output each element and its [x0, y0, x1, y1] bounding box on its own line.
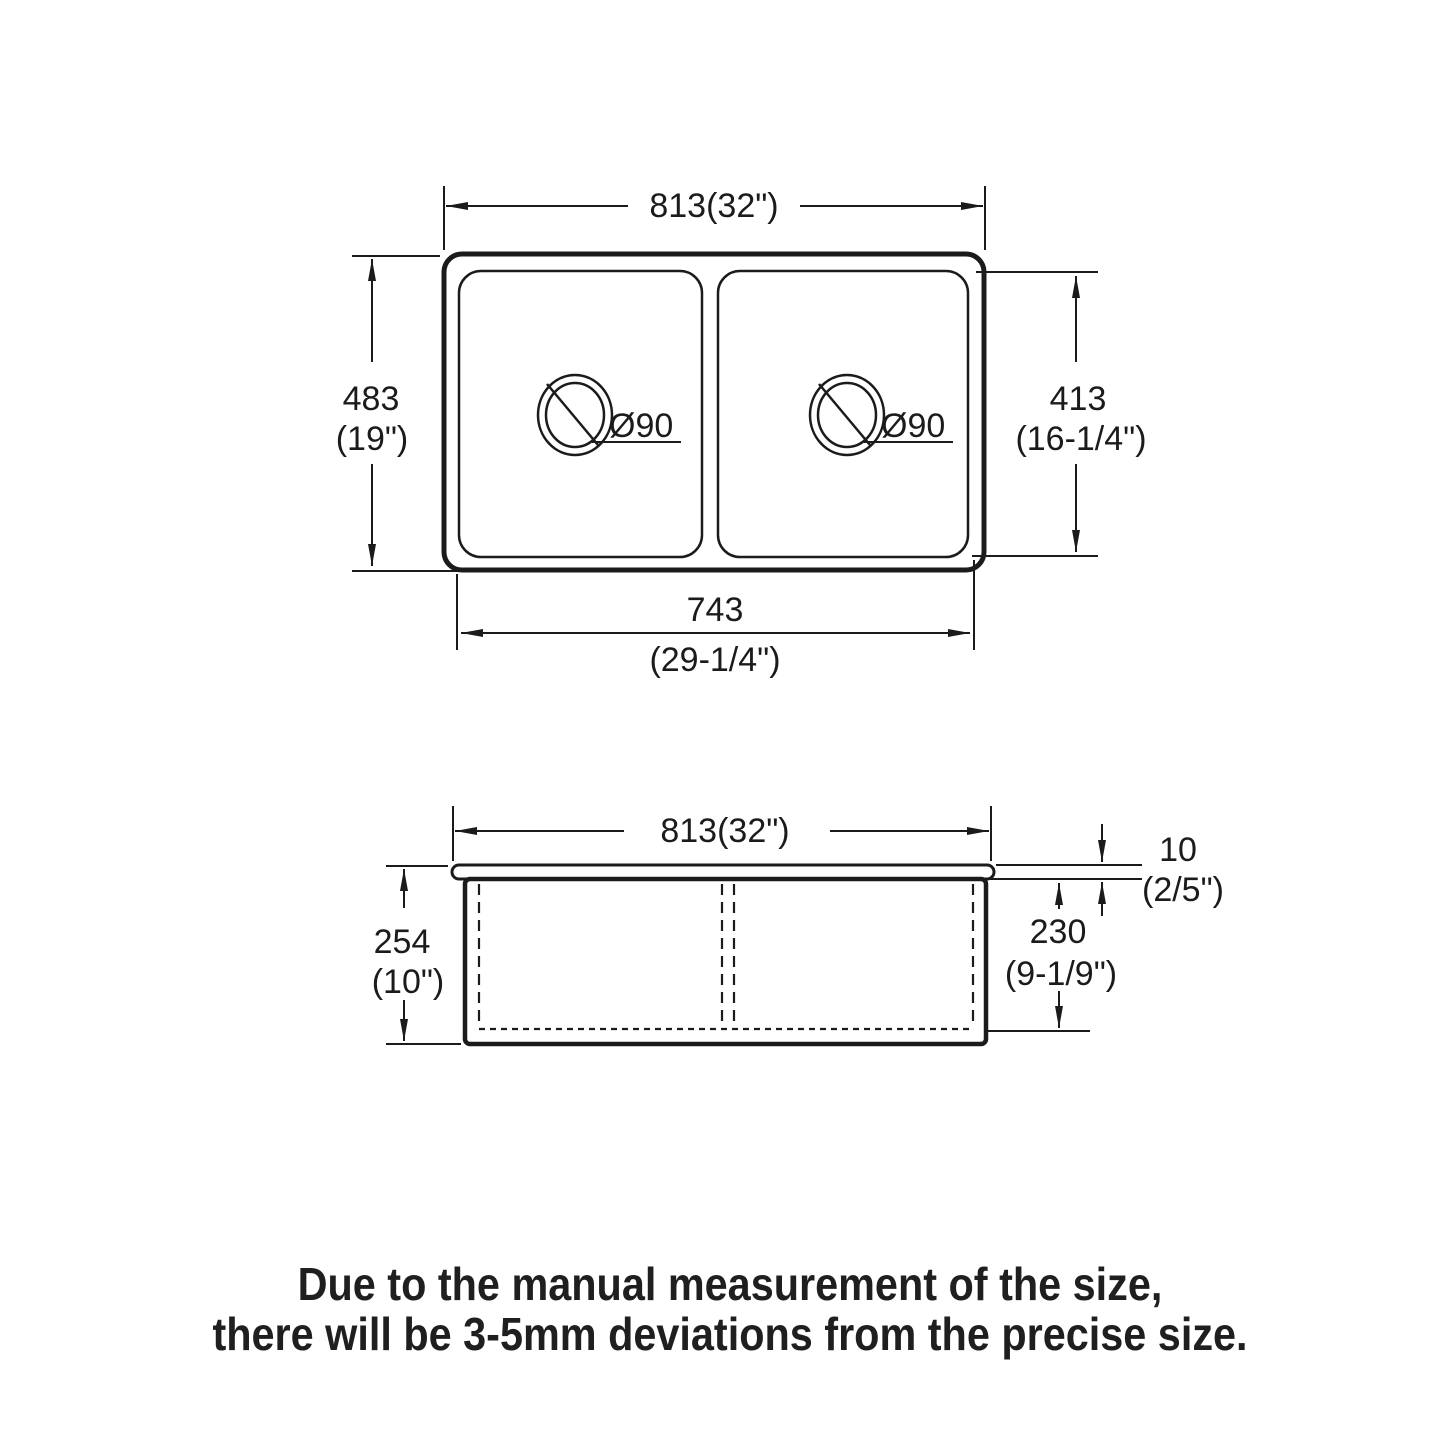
side-bowl-depth-in-label: (9-1/9")	[1004, 955, 1118, 993]
footnote-line-1: Due to the manual measurement of the size,	[297, 1259, 1163, 1311]
bowl-depth-in-label: (16-1/4")	[1015, 420, 1147, 458]
rim-thickness-in-label: (2/5")	[1142, 871, 1224, 909]
left-drain-label: Ø90	[609, 407, 674, 445]
depth-in-label: (19")	[335, 420, 409, 458]
bowl-depth-mm-label: 413	[1049, 380, 1107, 418]
top-view-width-label: 813(32")	[649, 187, 779, 225]
side-view-width-label: 813(32")	[660, 812, 790, 850]
side-bowl-depth-mm-label: 230	[1029, 913, 1087, 951]
height-mm-label: 254	[373, 923, 431, 961]
depth-mm-label: 483	[342, 380, 400, 418]
footnote	[212, 1259, 1247, 1361]
footnote-line-2: there will be 3-5mm deviations from the precise size.	[212, 1309, 1248, 1361]
right-drain-label: Ø90	[881, 407, 946, 445]
bowl-span-in-label: (29-1/4")	[649, 641, 781, 679]
bowl-span-mm-label: 743	[686, 591, 744, 629]
rim-thickness-mm-label: 10	[1159, 831, 1197, 869]
height-in-label: (10")	[371, 963, 445, 1001]
